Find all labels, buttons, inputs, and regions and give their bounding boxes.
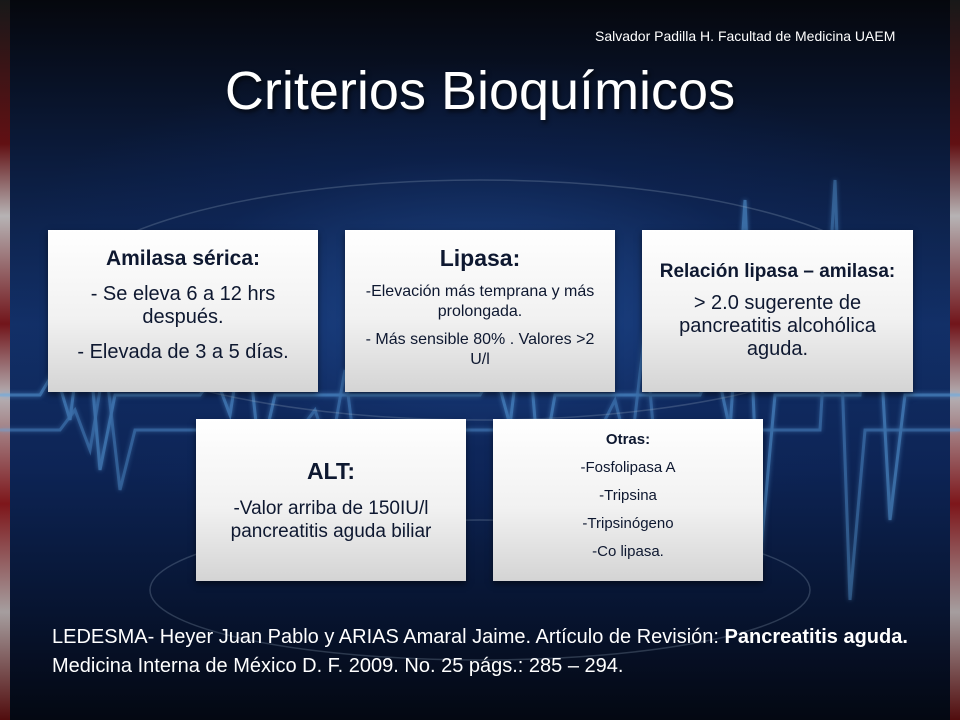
amilasa-box bbox=[48, 230, 318, 392]
amilasa-line-1: - Se eleva 6 a 12 hrs después. bbox=[90, 282, 276, 328]
otras-line-3: -Tripsinógeno bbox=[582, 514, 674, 532]
relacion-heading: Relación lipasa – amilasa: bbox=[659, 261, 896, 282]
lipasa-heading: Lipasa: bbox=[439, 244, 521, 271]
alt-heading: ALT: bbox=[306, 457, 356, 484]
otras-line-2: -Tripsina bbox=[599, 486, 657, 504]
citation-authors: LEDESMA- Heyer Juan Pablo y ARIAS Amaral Jaime. Artículo de Revisión: bbox=[52, 626, 725, 648]
alt-line-1: -Valor arriba de 150IU/l pancreatitis aguda biliar bbox=[230, 497, 432, 542]
lipasa-line-2: - Más sensible 80% . Valores >2 U/l bbox=[365, 330, 595, 368]
lipasa-line-1: -Elevación más temprana y más prolongada. bbox=[365, 282, 595, 320]
slide-title: Criterios Bioquímicos bbox=[224, 61, 736, 121]
reference-citation bbox=[52, 623, 922, 681]
citation-journal: Medicina Interna de México D. F. 2009. No. 25 págs.: 285 – 294. bbox=[52, 655, 624, 677]
relacion-line-1: > 2.0 sugerente de pancreatitis alcohólica aguda. bbox=[679, 292, 876, 360]
alt-box bbox=[196, 419, 466, 581]
lipasa-box bbox=[345, 230, 615, 392]
otras-box bbox=[493, 419, 763, 581]
otras-heading: Otras: bbox=[605, 430, 651, 448]
relacion-box bbox=[642, 230, 913, 392]
author-credit: Salvador Padilla H. Facultad de Medicina UAEM bbox=[595, 28, 896, 44]
otras-line-4: -Co lipasa. bbox=[592, 542, 664, 560]
amilasa-heading: Amilasa sérica: bbox=[105, 246, 261, 270]
otras-line-1: -Fosfolipasa A bbox=[580, 458, 676, 476]
amilasa-line-2: - Elevada de 3 a 5 días. bbox=[77, 340, 289, 363]
citation-title: Pancreatitis aguda. bbox=[724, 626, 908, 648]
